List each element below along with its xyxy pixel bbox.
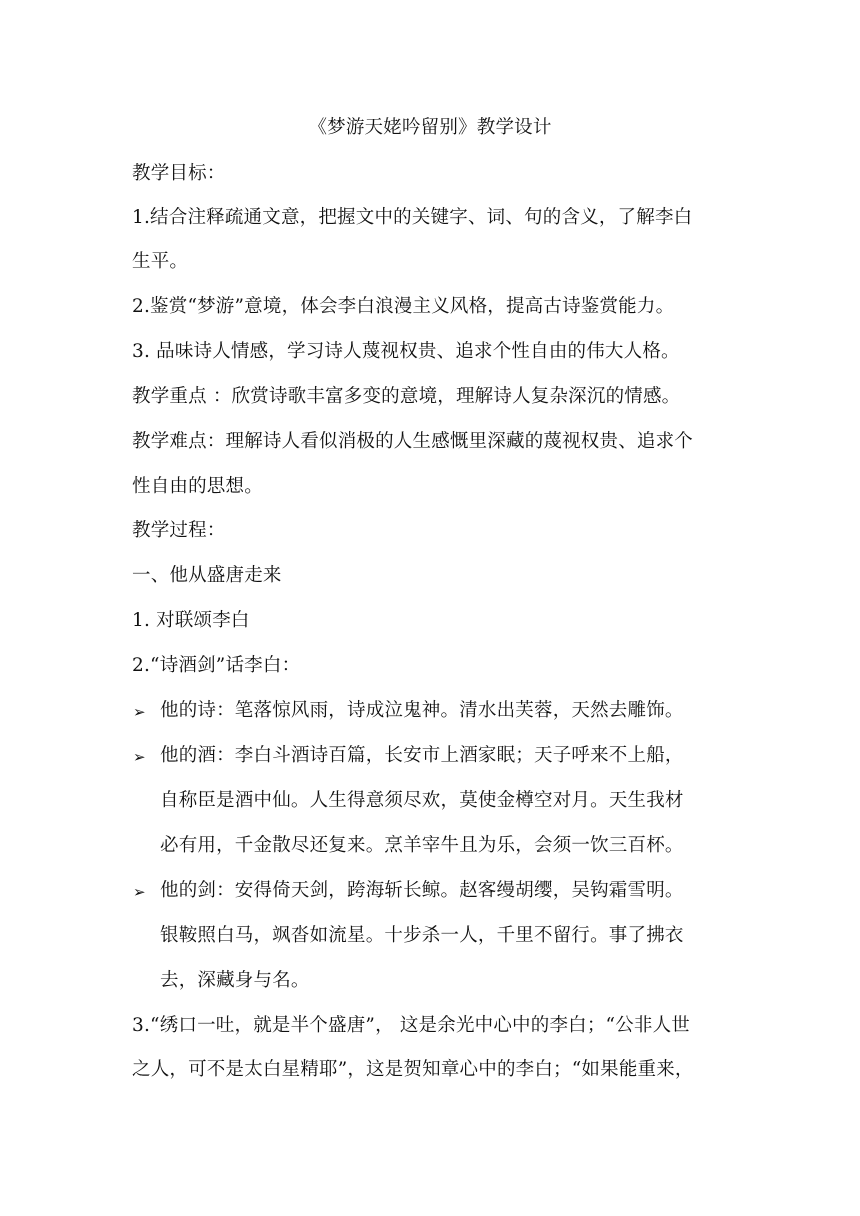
document-title: 《梦游天姥吟留别》教学设计 bbox=[308, 117, 552, 138]
process-heading: 教学过程： bbox=[132, 520, 226, 541]
bullet-poem: 他的诗：笔落惊风雨，诗成泣鬼神。清水出芙蓉，天然去雕饰。 bbox=[160, 700, 684, 721]
bullet-wine-line-3: 必有用，千金散尽还复来。烹羊宰牛且为乐，会须一饮三百杯。 bbox=[160, 835, 684, 856]
bullet-sword-line-1: 他的剑：安得倚天剑，跨海斩长鲸。赵客缦胡缨，吴钩霜雪明。 bbox=[160, 880, 684, 901]
bullet-sword-line-3: 去，深藏身与名。 bbox=[160, 970, 310, 991]
bullet-wine-line-1: 他的酒：李白斗酒诗百篇，长安市上酒家眠；天子呼来不上船， bbox=[160, 745, 684, 766]
bullet-wine-line-2: 自称臣是酒中仙。人生得意须尽欢，莫使金樽空对月。天生我材 bbox=[160, 790, 684, 811]
goal-1-line-1: 1.结合注释疏通文意，把握文中的关键字、词、句的含义，了解李白 bbox=[132, 207, 693, 228]
item-3-line-1: 3.“绣口一吐，就是半个盛唐”， 这是余光中心中的李白；“公非人世 bbox=[132, 1015, 691, 1036]
difficulty-line-1: 教学难点：理解诗人看似消极的人生感慨里深藏的蔑视权贵、追求个 bbox=[132, 431, 694, 452]
item-1: 1. 对联颂李白 bbox=[132, 610, 250, 631]
key-point: 教学重点 ：欣赏诗歌丰富多变的意境，理解诗人复杂深沉的情感。 bbox=[132, 386, 681, 407]
bullet-sword-line-2: 银鞍照白马，飒沓如流星。十步杀一人，千里不留行。事了拂衣 bbox=[160, 925, 684, 946]
bullet-arrow-icon: ➢ bbox=[133, 748, 146, 766]
difficulty-line-2: 性自由的思想。 bbox=[132, 476, 263, 497]
section-1-heading: 一、他从盛唐走来 bbox=[132, 565, 282, 586]
goals-heading: 教学目标： bbox=[132, 163, 226, 184]
goal-2: 2.鉴赏“梦游”意境，体会李白浪漫主义风格，提高古诗鉴赏能力。 bbox=[132, 296, 675, 317]
goal-3: 3. 品味诗人情感，学习诗人蔑视权贵、追求个性自由的伟大人格。 bbox=[132, 341, 680, 362]
goal-1-line-2: 生平。 bbox=[132, 251, 189, 272]
item-3-line-2: 之人，可不是太白星精耶”，这是贺知章心中的李白；“如果能重来， bbox=[132, 1059, 694, 1080]
bullet-arrow-icon: ➢ bbox=[133, 703, 146, 721]
bullet-arrow-icon: ➢ bbox=[133, 883, 146, 901]
item-2: 2.“诗酒剑”话李白： bbox=[132, 655, 301, 676]
